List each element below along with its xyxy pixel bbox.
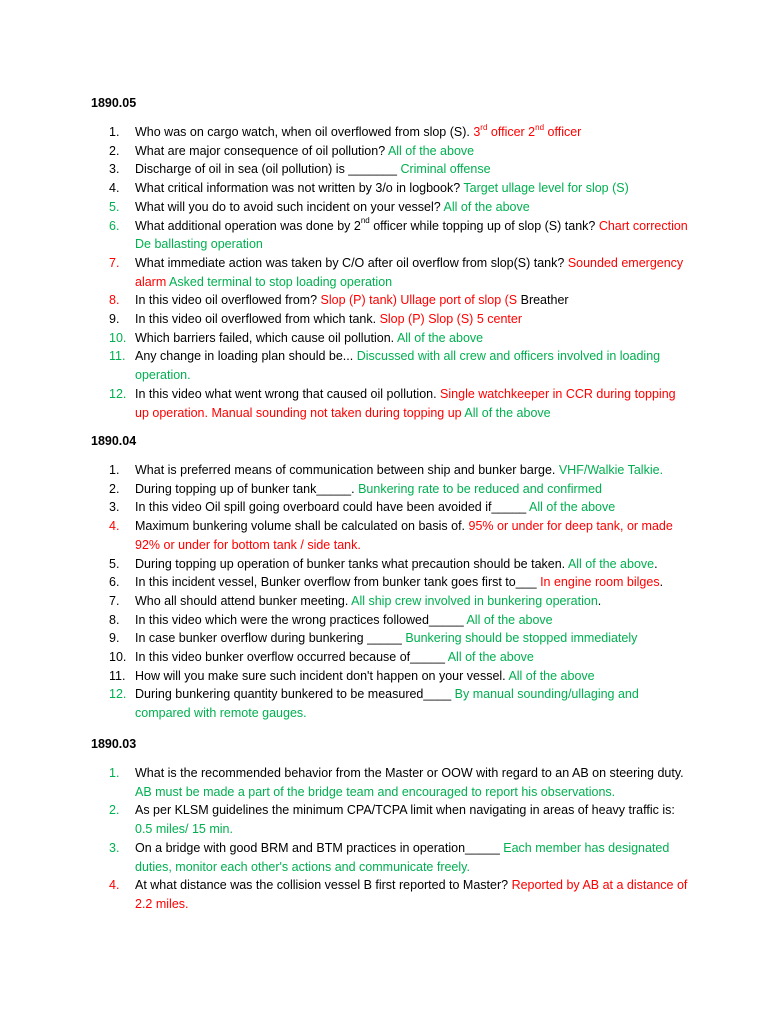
correct-answer: De ballasting operation — [135, 237, 263, 252]
question-number: 4. — [109, 878, 120, 893]
question-text: As per KLSM guidelines the minimum CPA/TCPA limit when navigating in areas of heavy traffic is: — [135, 803, 675, 818]
wrong-answer: 95% or under for deep tank, or made 92% or under for bottom tank / side tank. — [135, 519, 673, 552]
question-item — [91, 801, 691, 838]
question-number: 11. — [109, 668, 126, 683]
question-item — [91, 648, 691, 667]
question-number: 11. — [109, 349, 126, 364]
question-text: What is the recommended behavior from the Master or OOW with regard to an AB on steering duty. — [135, 766, 684, 780]
question-list — [91, 461, 691, 723]
correct-answer: All of the above — [447, 650, 534, 665]
question-number: 4. — [109, 181, 120, 196]
question-text: . — [654, 556, 658, 571]
question-number: 10. — [109, 650, 127, 665]
question-text: . — [597, 593, 602, 608]
correct-answer: VHF/Walkie Talkie. — [558, 463, 664, 477]
question-number: 7. — [109, 593, 120, 608]
question-text: During bunkering quantity bunkered to be measured____ — [135, 687, 455, 702]
wrong-answer: officer — [544, 125, 582, 139]
wrong-answer: officer 2 — [487, 125, 536, 139]
section-title: 1890.04 — [91, 434, 137, 448]
question-number: 6. — [109, 575, 120, 590]
question-item — [91, 629, 691, 648]
wrong-answer: Slop (P) tank) Ullage port of slop (S — [320, 293, 521, 308]
question-item — [91, 347, 691, 384]
question-list — [91, 123, 691, 422]
question-text: In this video bunker overflow occurred because of_____ — [135, 650, 448, 665]
question-text: In this incident vessel, Bunker overflow from bunker tank goes first to___ — [135, 575, 541, 590]
correct-answer: Bunkering rate to be reduced and confirmed — [358, 481, 602, 496]
question-number: 5. — [109, 556, 120, 571]
question-text: On a bridge with good BRM and BTM practices in operation_____ — [135, 840, 504, 855]
question-number: 3. — [109, 162, 120, 177]
question-item — [91, 685, 691, 722]
question-item — [91, 254, 691, 291]
question-text: Breather — [520, 293, 569, 308]
question-text: During topping up of bunker tank_____. — [135, 481, 359, 496]
question-number: 2. — [109, 143, 120, 158]
correct-answer: Each member has designated duties, monitor each other's actions and communicate freely. — [135, 840, 670, 874]
wrong-answer: Chart correction — [598, 218, 688, 233]
question-text: At what distance was the collision vessel B first reported to Master? — [135, 878, 512, 893]
question-text: In case bunker overflow during bunkering _____ — [135, 631, 406, 646]
question-number: 5. — [109, 199, 120, 214]
question-text: Who was on cargo watch, when oil overflowed from slop (S). — [135, 125, 474, 139]
section-1890-04 — [91, 432, 691, 723]
correct-answer: Bunkering should be stopped immediately — [405, 631, 638, 646]
question-item — [91, 517, 691, 554]
question-text: What immediate action was taken by C/O after oil overflow from slop(S) tank? — [135, 255, 568, 270]
question-item — [91, 198, 691, 217]
question-text: What will you do to avoid such incident on your vessel? — [135, 199, 444, 214]
question-item — [91, 123, 691, 142]
question-number: 8. — [109, 293, 120, 308]
wrong-answer: Single watchkeeper in CCR during topping up operation. Manual sounding not taken during topping up — [135, 386, 676, 420]
question-text: Discharge of oil in sea (oil pollution) is _______ — [135, 162, 401, 177]
question-number: 1. — [109, 125, 120, 139]
wrong-answer: nd — [535, 122, 545, 132]
correct-answer: Discussed with all crew and officers involved in loading operation. — [135, 349, 661, 383]
question-item — [91, 498, 691, 517]
correct-answer: All of the above — [529, 500, 616, 515]
correct-answer: All of the above — [508, 668, 595, 683]
section-1890-05 — [91, 94, 691, 422]
question-list — [91, 764, 691, 914]
question-text: In this video Oil spill going overboard could have been avoided if_____ — [135, 500, 530, 515]
question-text: nd — [360, 216, 370, 226]
correct-answer: By manual sounding/ullaging and compared with remote gauges. — [135, 687, 639, 721]
question-text: Who all should attend bunker meeting. — [135, 593, 352, 608]
question-text: In this video oil overflowed from which tank. — [135, 312, 380, 327]
question-item — [91, 876, 691, 913]
question-item — [91, 611, 691, 630]
question-item — [91, 667, 691, 686]
question-text: What critical information was not written by 3/o in logbook? — [135, 181, 464, 196]
question-number: 8. — [109, 612, 120, 627]
question-text: During topping up operation of bunker tanks what precaution should be taken. — [135, 556, 568, 571]
question-text: officer while topping up of slop (S) tank? — [369, 218, 599, 233]
question-item — [91, 291, 691, 310]
correct-answer: Target ullage level for slop (S) — [463, 181, 629, 196]
correct-answer: All of the above — [466, 612, 553, 627]
question-item — [91, 160, 691, 179]
question-number: 7. — [109, 255, 120, 270]
question-item — [91, 592, 691, 611]
correct-answer: AB must be made a part of the bridge team and encouraged to report his observations. — [135, 784, 616, 799]
question-text: In this video which were the wrong practices followed_____ — [135, 612, 467, 627]
question-item — [91, 764, 691, 801]
question-text: What is preferred means of communication between ship and bunker barge. — [135, 463, 559, 477]
correct-answer: All of the above — [396, 330, 484, 345]
question-text: In this video oil overflowed from? — [135, 293, 321, 308]
question-number: 3. — [109, 840, 120, 855]
correct-answer: All of the above — [443, 199, 530, 214]
question-text: How will you make sure such incident don't happen on your vessel. — [135, 668, 509, 683]
question-number: 12. — [109, 386, 127, 401]
question-item — [91, 385, 691, 422]
question-text: What are major consequence of oil pollution? — [135, 143, 388, 158]
question-item — [91, 217, 691, 254]
question-number: 9. — [109, 631, 120, 646]
question-item — [91, 573, 691, 592]
section-1890-03 — [91, 735, 691, 914]
question-text: Maximum bunkering volume shall be calculated on basis of. — [135, 519, 469, 534]
wrong-answer: rd — [480, 122, 488, 132]
question-text: Which barriers failed, which cause oil pollution. — [135, 330, 397, 345]
wrong-answer: 3 — [473, 125, 481, 139]
wrong-answer: Reported by AB at a distance of 2.2 miles. — [135, 878, 688, 911]
question-number: 9. — [109, 312, 120, 327]
question-item — [91, 142, 691, 161]
section-title: 1890.05 — [91, 96, 137, 110]
question-item — [91, 555, 691, 574]
wrong-answer: In engine room bilges — [540, 575, 660, 590]
question-item — [91, 310, 691, 329]
question-item — [91, 329, 691, 348]
question-number: 12. — [109, 687, 127, 702]
correct-answer: All of the above — [387, 143, 475, 158]
question-number: 2. — [109, 803, 120, 818]
section-title: 1890.03 — [91, 737, 137, 751]
question-item — [91, 839, 691, 876]
question-number: 4. — [109, 519, 120, 534]
question-number: 1. — [109, 766, 120, 780]
question-text: In this video what went wrong that caused oil pollution. — [135, 386, 441, 401]
question-text: . — [659, 575, 664, 590]
wrong-answer: Sounded emergency alarm — [135, 255, 684, 289]
question-text: What additional operation was done by 2 — [135, 218, 361, 233]
wrong-answer: Slop (P) Slop (S) 5 center — [379, 312, 522, 327]
correct-answer: Asked terminal to stop loading operation — [169, 274, 393, 289]
correct-answer: 0.5 miles/ 15 min. — [135, 822, 233, 837]
correct-answer: All ship crew involved in bunkering operation — [351, 593, 598, 608]
question-item — [91, 480, 691, 499]
question-number: 1. — [109, 463, 120, 477]
correct-answer: All of the above — [567, 556, 655, 571]
question-item — [91, 461, 691, 480]
correct-answer: Criminal offense — [400, 162, 491, 177]
question-number: 3. — [109, 500, 120, 515]
question-text: Any change in loading plan should be... — [135, 349, 357, 364]
question-number: 10. — [109, 330, 127, 345]
question-number: 2. — [109, 481, 120, 496]
question-item — [91, 179, 691, 198]
question-number: 6. — [109, 218, 120, 233]
correct-answer: All of the above — [464, 405, 551, 420]
